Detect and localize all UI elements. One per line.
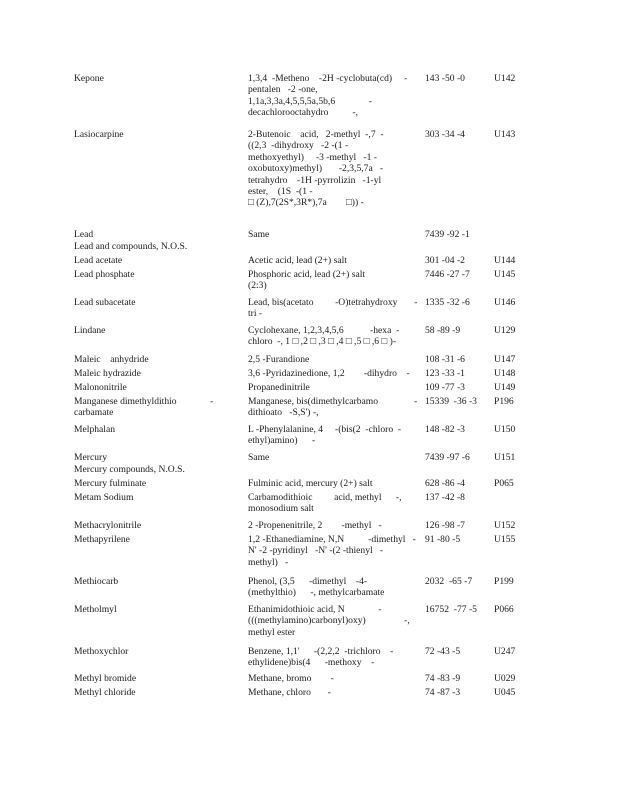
chemical-abstracts-name (248, 576, 418, 599)
chemical-abstracts-name (248, 368, 418, 379)
waste-code: U149 (494, 382, 516, 393)
chemical-abstracts-name-line: methoxyethyl) -3 -methyl -1 - (248, 151, 377, 163)
chemical-abstracts-name-line: Ethanimidothioic acid, N - (248, 604, 382, 615)
chemical-abstracts-name-line: Same (248, 229, 270, 240)
chemical-abstracts-name-line (248, 241, 418, 252)
waste-code: P196 (494, 396, 514, 407)
chemical-abstracts-name (248, 520, 418, 531)
chemical-abstracts-name-line: dithioato -S,S') -, (248, 407, 319, 419)
cas-number: 109 -77 -3 (425, 382, 465, 393)
substance-name-line: Mercury (74, 452, 108, 463)
cas-number: 2032 -65 -7 (425, 576, 473, 587)
chemical-abstracts-name (248, 325, 418, 348)
substance-name (74, 520, 239, 531)
chemical-abstracts-name-line: Benzene, 1,1' -(2,2,2 -trichloro - (248, 646, 394, 657)
chemical-abstracts-name-line: Acetic acid, lead (2+) salt (248, 255, 347, 266)
substance-name-line: Maleic anhydride (74, 354, 149, 365)
chemical-abstracts-name-line: ethylidene)bis(4 -methoxy - (248, 657, 375, 669)
chemical-abstracts-name-line: tetrahydro -1H -pyrrolizin -1-yl (248, 174, 382, 186)
chemical-abstracts-name-line: N' -2 -pyridinyl -N' -(2 -thienyl - (248, 545, 384, 557)
substance-name (74, 129, 239, 140)
cas-number: 7446 -27 -7 (425, 269, 470, 280)
chemical-abstracts-name-line: chloro -, 1 □ ,2 □ ,3 □ ,4 □ ,5 □ ,6 □ )- (248, 336, 397, 348)
substance-name-line: Kepone (74, 73, 104, 84)
waste-code: U142 (494, 73, 516, 84)
cas-number: 7439 -97 -6 (425, 452, 470, 463)
cas-number: 126 -98 -7 (425, 520, 465, 531)
chemical-abstracts-name-line: ester, (1S -(1 - (248, 185, 313, 197)
substance-name (74, 241, 239, 252)
chemical-abstracts-name-line: (2:3) (248, 280, 267, 292)
chemical-abstracts-name (248, 129, 418, 209)
substance-name-line: Lindane (74, 325, 106, 336)
cas-number: 72 -43 -5 (425, 646, 461, 657)
substance-name-line: Metholmyl (74, 604, 117, 615)
substance-name (74, 478, 239, 489)
substance-name-line: Methapyrilene (74, 534, 130, 545)
chemical-abstracts-name (248, 241, 418, 252)
chemical-abstracts-name-line: Cyclohexane, 1,2,3,4,5,6 -hexa - (248, 325, 400, 336)
chemical-abstracts-name (248, 73, 418, 119)
substance-name (74, 464, 239, 475)
chemical-abstracts-name (248, 464, 418, 475)
waste-code: P065 (494, 478, 514, 489)
chemical-abstracts-name-line: Methane, bromo - (248, 673, 334, 684)
chemical-abstracts-name-line: 2,5 -Furandione (248, 354, 310, 365)
waste-code: U143 (494, 129, 516, 140)
waste-code: U148 (494, 368, 516, 379)
chemical-abstracts-name-line: Methane, chloro - (248, 687, 331, 698)
cas-number: 74 -87 -3 (425, 687, 461, 698)
substance-name-line: Methacrylonitrile (74, 520, 142, 531)
chemical-abstracts-name (248, 687, 418, 698)
chemical-abstracts-name-line: Carbamodithioic acid, methyl -, (248, 492, 402, 503)
chemical-abstracts-name-line: decachlorooctahydro -, (248, 107, 359, 119)
cas-number: 137 -42 -8 (425, 492, 465, 503)
waste-code: U045 (494, 687, 516, 698)
substance-name-line: Malononitrile (74, 382, 127, 393)
substance-name-line: Lasiocarpine (74, 129, 124, 140)
cas-number: 148 -82 -3 (425, 424, 465, 435)
waste-code: U155 (494, 534, 516, 545)
chemical-abstracts-name-line: oxobutoxy)methyl) -2,3,5,7a - (248, 163, 384, 175)
substance-name-line: Lead and compounds, N.O.S. (74, 241, 188, 252)
substance-name-line: Metam Sodium (74, 492, 134, 503)
substance-name (74, 297, 239, 308)
chemical-abstracts-name-line: Fulminic acid, mercury (2+) salt (248, 478, 373, 489)
chemical-abstracts-name-line: 3,6 -Pyridazinedione, 1,2 -dihydro - (248, 368, 410, 379)
waste-code: U152 (494, 520, 516, 531)
chemical-abstracts-name (248, 269, 418, 292)
chemical-abstracts-name-line (248, 464, 418, 475)
substance-name (74, 576, 239, 587)
substance-name-line: Methyl chloride (74, 687, 136, 698)
substance-name-line: Melphalan (74, 424, 116, 435)
substance-name (74, 646, 239, 657)
waste-code: U147 (494, 354, 516, 365)
chemical-abstracts-name (248, 604, 418, 638)
substance-name (74, 424, 239, 435)
waste-code: P199 (494, 576, 514, 587)
chemical-abstracts-name-line: 1,3,4 -Metheno -2H -cyclobuta(cd) - (248, 73, 408, 84)
chemical-abstracts-name (248, 229, 418, 240)
chemical-abstracts-name-line: (methylthio) -, methylcarbamate (248, 587, 385, 599)
substance-name (74, 354, 239, 365)
chemical-abstracts-name-line: Propanedinitrile (248, 382, 310, 393)
chemical-abstracts-name-line: methyl) - (248, 556, 289, 568)
substance-name (74, 452, 239, 463)
substance-name (74, 673, 239, 684)
substance-name (74, 269, 239, 280)
substance-name-line: carbamate (74, 407, 114, 419)
chemical-abstracts-name (248, 478, 418, 489)
cas-number: 16752 -77 -5 (425, 604, 477, 615)
chemical-abstracts-name-line: (((methylamino)carbonyl)oxy) -, (248, 615, 410, 627)
chemical-abstracts-name (248, 492, 418, 515)
waste-code: U144 (494, 255, 516, 266)
cas-number: 108 -31 -6 (425, 354, 465, 365)
substance-name (74, 687, 239, 698)
substance-name (74, 73, 239, 84)
cas-number: 15339 -36 -3 (425, 396, 477, 407)
substance-name (74, 382, 239, 393)
cas-number: 58 -89 -9 (425, 325, 461, 336)
chemical-abstracts-name-line: monosodium salt (248, 503, 314, 515)
chemical-abstracts-name-line: methyl ester (248, 626, 296, 638)
substance-name-line: Lead phosphate (74, 269, 135, 280)
chemical-abstracts-name-line: 1,2 -Ethanediamine, N,N -dimethyl - (248, 534, 416, 545)
substance-name-line: Lead (74, 229, 94, 240)
substance-name-line: Lead subacetate (74, 297, 136, 308)
chemical-abstracts-name (248, 297, 418, 320)
substance-name (74, 534, 239, 545)
substance-name (74, 604, 239, 615)
substance-name-line: Mercury compounds, N.O.S. (74, 464, 185, 475)
chemical-abstracts-name-line: ((2,3 -dihydroxy -2 -(1 - (248, 140, 349, 152)
chemical-abstracts-name-line: ethyl)amino) - (248, 435, 316, 447)
chemical-abstracts-name (248, 354, 418, 365)
cas-number: 628 -86 -4 (425, 478, 465, 489)
chemical-abstracts-name (248, 534, 418, 568)
waste-code: U029 (494, 673, 516, 684)
cas-number: 7439 -92 -1 (425, 229, 470, 240)
cas-number: 303 -34 -4 (425, 129, 465, 140)
substance-name (74, 325, 239, 336)
chemical-abstracts-name (248, 382, 418, 393)
substance-name-line: Methyl bromide (74, 673, 137, 684)
waste-code: P066 (494, 604, 514, 615)
waste-code: U129 (494, 325, 516, 336)
substance-name (74, 492, 239, 503)
chemical-abstracts-name-line: tri - (248, 308, 263, 320)
cas-number: 123 -33 -1 (425, 368, 465, 379)
substance-name-line: Manganese dimethyldithio - (74, 396, 214, 407)
waste-code: U150 (494, 424, 516, 435)
chemical-abstracts-name-line: pentalen -2 -one, (248, 84, 318, 96)
cas-number: 143 -50 -0 (425, 73, 465, 84)
substance-name (74, 229, 239, 240)
chemical-abstracts-name-line: Phenol, (3,5 -dimethyl -4- (248, 576, 368, 587)
chemical-abstracts-name (248, 255, 418, 266)
substance-name-line: Methiocarb (74, 576, 119, 587)
waste-code: U151 (494, 452, 516, 463)
substance-name-line: Mercury fulminate (74, 478, 147, 489)
chemical-abstracts-name-line: Manganese, bis(dimethylcarbamo - (248, 396, 418, 407)
chemical-abstracts-name (248, 396, 418, 419)
substance-name-line: Methoxychlor (74, 646, 129, 657)
chemical-abstracts-name-line: Phosphoric acid, lead (2+) salt (248, 269, 366, 280)
cas-number: 301 -04 -2 (425, 255, 465, 266)
chemical-abstracts-name (248, 673, 418, 684)
substance-name-line: Lead acetate (74, 255, 123, 266)
chemical-abstracts-name (248, 424, 418, 447)
waste-code: U146 (494, 297, 516, 308)
substance-name-line: Maleic hydrazide (74, 368, 141, 379)
chemical-abstracts-name-line: Lead, bis(acetato -O)tetrahydroxy - (248, 297, 418, 308)
cas-number: 91 -80 -5 (425, 534, 461, 545)
chemical-abstracts-name-line: Same (248, 452, 270, 463)
cas-number: 1335 -32 -6 (425, 297, 470, 308)
chemical-abstracts-name-line: □ (Z),7(2S*,3R*),7a □)) - (248, 197, 364, 209)
substance-name (74, 255, 239, 266)
substance-name (74, 368, 239, 379)
chemical-abstracts-name-line: 1,1a,3,3a,4,5,5,5a,5b,6 - (248, 95, 372, 107)
chemical-abstracts-name-line: 2 -Propenenitrile, 2 -methyl - (248, 520, 382, 531)
cas-number: 74 -83 -9 (425, 673, 461, 684)
chemical-abstracts-name-line: 2-Butenoic acid, 2-methyl -,7 - (248, 129, 384, 140)
chemical-abstracts-name (248, 646, 418, 669)
waste-code: U145 (494, 269, 516, 280)
chemical-abstracts-name (248, 452, 418, 463)
substance-name (74, 396, 239, 419)
chemical-abstracts-name-line: L -Phenylalanine, 4 -(bis(2 -chloro - (248, 424, 402, 435)
waste-code: U247 (494, 646, 516, 657)
